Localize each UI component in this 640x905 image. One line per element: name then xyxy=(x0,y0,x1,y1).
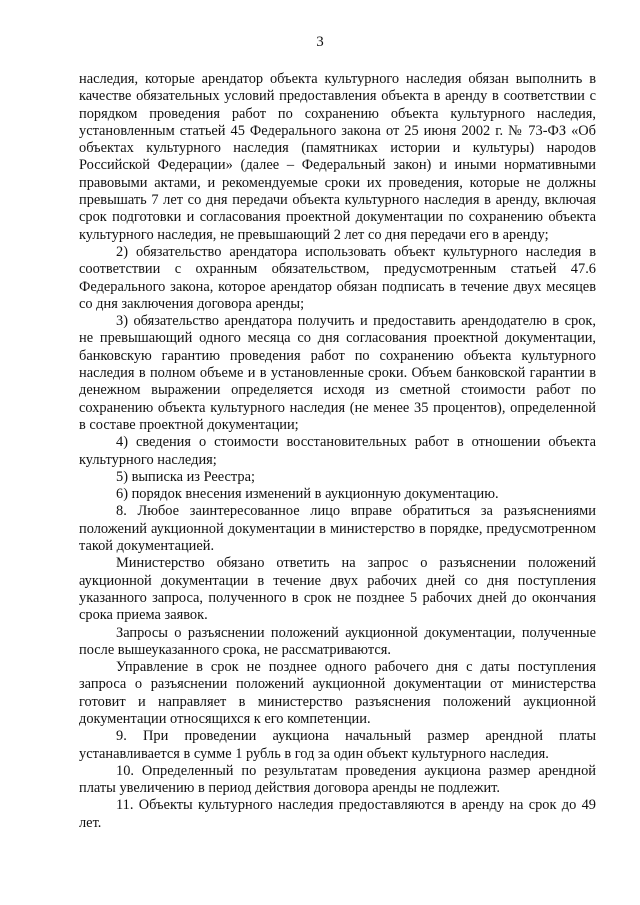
paragraph-clause-9: 9. При проведении аукциона начальный размер арендной платы устанавливается в сумме 1 рубль в год за один объект культурного наследия. xyxy=(79,728,596,762)
paragraph-clause-10: 10. Определенный по результатам проведения аукциона размер арендной платы увеличению в период действия договора аренды не подлежит. xyxy=(79,762,596,797)
paragraph-continuation: наследия, которые арендатор объекта культурного наследия обязан выполнить в качестве обязательных условий предоставления объекта в аренду в соответствии с порядком проведения работ по сохранению объекта культурного наследия, установленным статьей 45 Федерального закона от 25 июня 2002 г. № 73-ФЗ «Об объектах культурного наследия (памятниках истории и культуры) народов Российской Федерации» (далее – Федеральный закон) и иными нормативными правовыми актами, и рекомендуемые сроки их проведения, которые не должны превышать 7 лет со дня передачи объекта культурного наследия в аренду, включая срок подготовки и согласования проектной документации по сохранению объекта культурного наследия, не превышающий 2 лет со дня передачи его в аренду; xyxy=(79,71,596,243)
document-body xyxy=(79,71,596,832)
paragraph-late-requests: Запросы о разъяснении положений аукционной документации, полученные после вышеуказанного срока, не рассматриваются. xyxy=(79,624,596,658)
paragraph-item-4: 4) сведения о стоимости восстановительных работ в отношении объекта культурного наследия; xyxy=(79,434,596,468)
paragraph-item-5: 5) выписка из Реестра; xyxy=(116,468,255,485)
paragraph-item-6: 6) порядок внесения изменений в аукционную документацию. xyxy=(116,486,499,503)
paragraph-item-2: 2) обязательство арендатора использовать объект культурного наследия в соответствии с охранным обязательством, предусмотренным статьей 47.6 Федерального закона, которое арендатор обязан подписать в течение двух месяцев со дня заключения договора аренды; xyxy=(79,243,596,312)
paragraph-clause-8: 8. Любое заинтересованное лицо вправе обратиться за разъяснениями положений аукционной документации в министерство в порядке, предусмотренном такой документацией. xyxy=(79,503,596,555)
paragraph-department-response: Управление в срок не позднее одного рабочего дня с даты поступления запроса о разъяснении положений аукционной документации от министерства готовит и направляет в министерство разъяснения положений аукционной документации относящихся к его компетенции. xyxy=(79,659,596,727)
page-number: 3 xyxy=(316,34,324,50)
paragraph-item-3: 3) обязательство арендатора получить и предоставить арендодателю в срок, не превышающий одного месяца со дня согласования проектной документации, банковскую гарантию проведения работ по сохранению объекта культурного наследия в полном объеме и в установленные сроки. Объем банковской гарантии в денежном выражении определяется исходя из сметной стоимости работ по сохранению объекта культурного наследия (не менее 35 процентов), определенной в составе проектной документации; xyxy=(79,313,596,433)
paragraph-clause-11: 11. Объекты культурного наследия предоставляются в аренду на срок до 49 лет. xyxy=(79,797,596,831)
paragraph-ministry-response: Министерство обязано ответить на запрос о разъяснении положений аукционной документации в течение двух рабочих дней со дня поступления указанного запроса, полученного в срок не позднее 5 рабочих дней до окончания срока приема заявок. xyxy=(79,555,596,624)
